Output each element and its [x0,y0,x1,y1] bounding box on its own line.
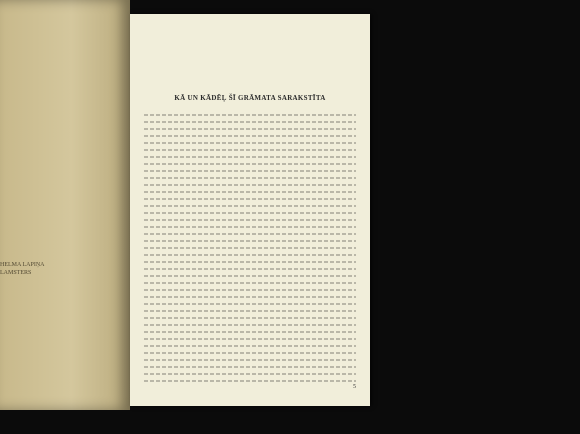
left-page-fragment: HELMA LAPIŅA [0,262,45,268]
page-number: 5 [353,384,356,390]
right-page [130,14,370,406]
body-text-placeholder [144,114,356,387]
left-page-fragment: LAMSTERS [0,270,32,276]
page-heading: KĀ UN KĀDĒĻ ŠĪ GRĀMATA SARAKSTĪTA [174,94,326,102]
left-page [0,0,130,410]
